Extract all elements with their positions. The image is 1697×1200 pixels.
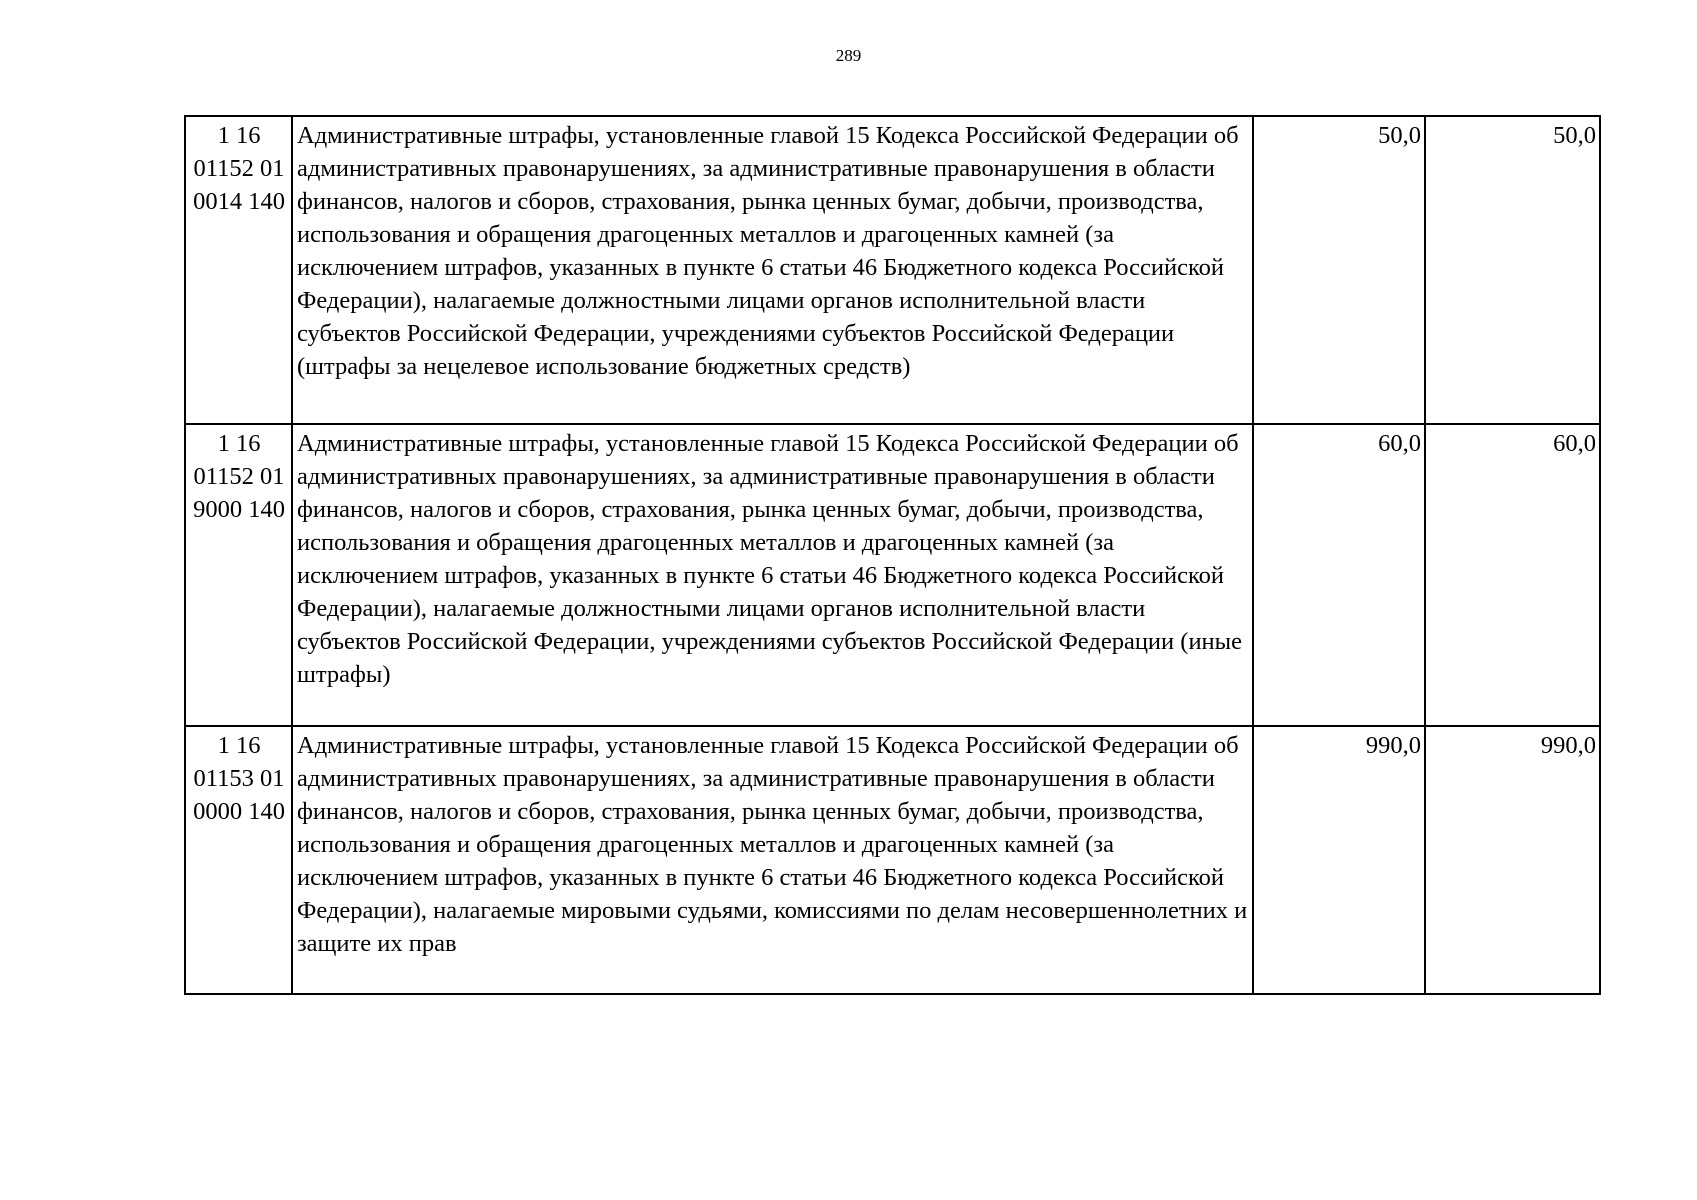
code-line: 01152 01 xyxy=(193,155,285,182)
amount-first-year: 50,0 xyxy=(1253,116,1425,424)
budget-revenue-table xyxy=(184,115,1601,995)
table-row xyxy=(185,424,1600,726)
table-row xyxy=(185,116,1600,424)
code-line: 0014 140 xyxy=(193,188,285,215)
revenue-description: Административные штрафы, установленные главой 15 Кодекса Российской Федерации об административных правонарушениях, за административные правонарушения в области финансов, налогов и сборов, страхования, рынка ценных бумаг, добычи, производства, использования и обращения драгоценных металлов и драгоценных камней (за исключением штрафов, указанных в пункте 6 статьи 46 Бюджетного кодекса Российской Федерации), налагаемые должностными лицами органов исполнительной власти субъектов Российской Федерации, учреждениями субъектов Российской Федерации (штрафы за нецелевое использование бюджетных средств) xyxy=(292,116,1253,424)
code-line: 01152 01 xyxy=(193,463,285,490)
code-line: 1 16 xyxy=(217,732,261,759)
budget-classification-code xyxy=(185,116,292,424)
code-line: 9000 140 xyxy=(193,496,285,523)
code-line: 1 16 xyxy=(217,122,261,149)
revenue-description: Административные штрафы, установленные главой 15 Кодекса Российской Федерации об административных правонарушениях, за административные правонарушения в области финансов, налогов и сборов, страхования, рынка ценных бумаг, добычи, производства, использования и обращения драгоценных металлов и драгоценных камней (за исключением штрафов, указанных в пункте 6 статьи 46 Бюджетного кодекса Российской Федерации), налагаемые мировыми судьями, комиссиями по делам несовершеннолетних и защите их прав xyxy=(292,726,1253,994)
amount-second-year: 60,0 xyxy=(1425,424,1600,726)
budget-classification-code xyxy=(185,424,292,726)
amount-first-year: 60,0 xyxy=(1253,424,1425,726)
revenue-description: Административные штрафы, установленные главой 15 Кодекса Российской Федерации об административных правонарушениях, за административные правонарушения в области финансов, налогов и сборов, страхования, рынка ценных бумаг, добычи, производства, использования и обращения драгоценных металлов и драгоценных камней (за исключением штрафов, указанных в пункте 6 статьи 46 Бюджетного кодекса Российской Федерации), налагаемые должностными лицами органов исполнительной власти субъектов Российской Федерации, учреждениями субъектов Российской Федерации (иные штрафы) xyxy=(292,424,1253,726)
amount-first-year: 990,0 xyxy=(1253,726,1425,994)
table-row xyxy=(185,726,1600,994)
code-line: 1 16 xyxy=(217,430,261,457)
code-line: 0000 140 xyxy=(193,798,285,825)
amount-second-year: 50,0 xyxy=(1425,116,1600,424)
page-number: 289 xyxy=(835,46,862,65)
budget-classification-code xyxy=(185,726,292,994)
code-line: 01153 01 xyxy=(193,765,285,792)
amount-second-year: 990,0 xyxy=(1425,726,1600,994)
